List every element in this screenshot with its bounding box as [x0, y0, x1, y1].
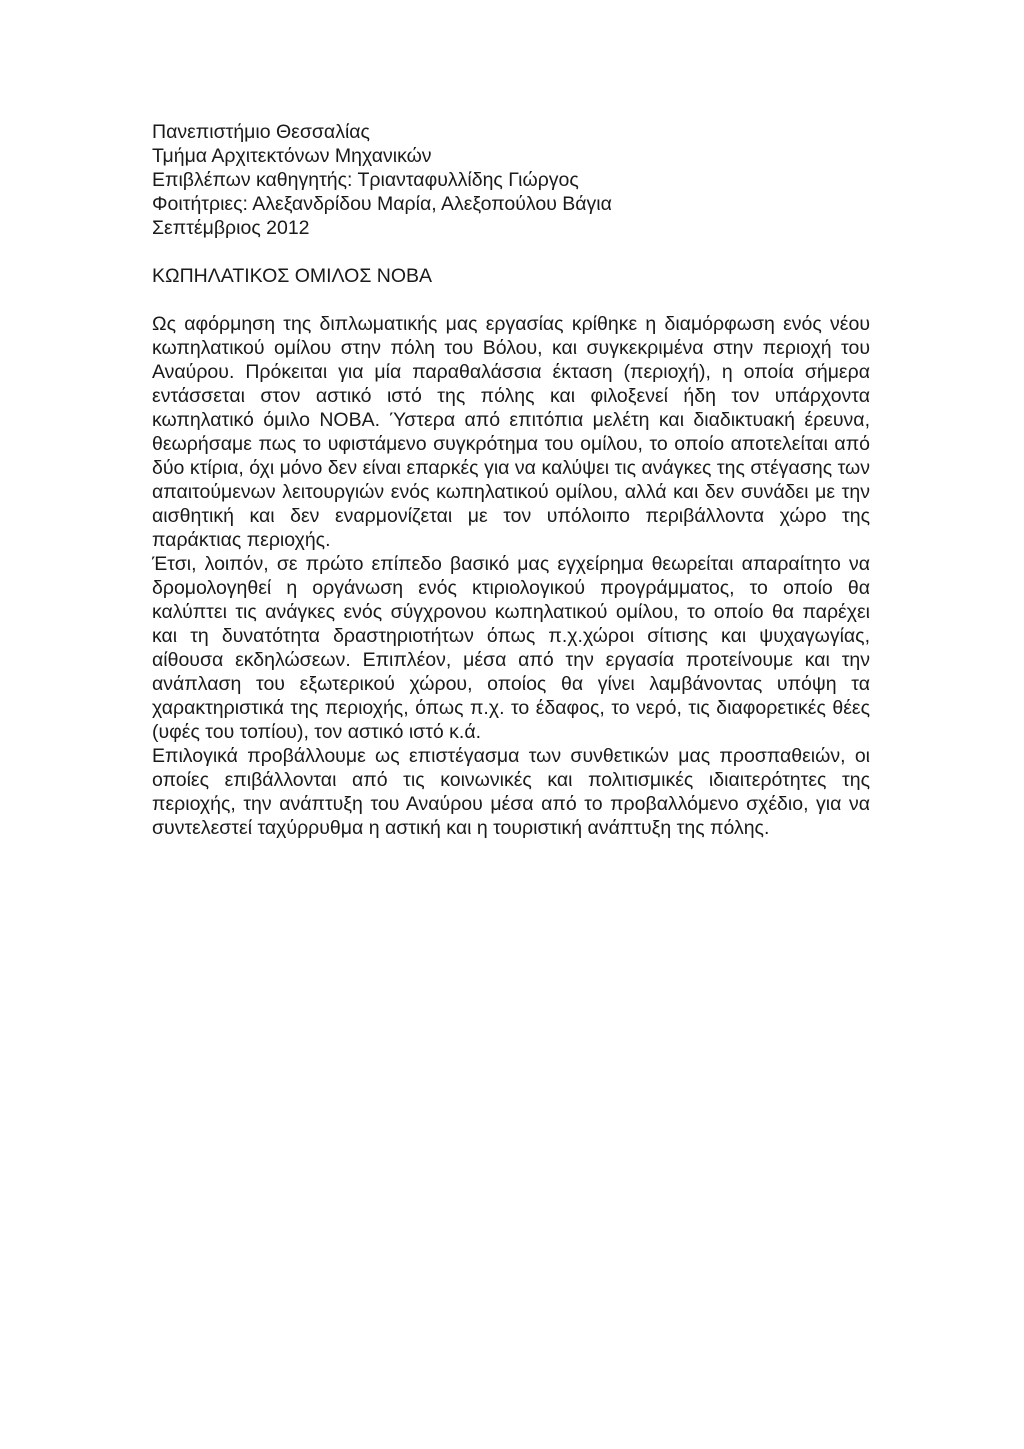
department-name: Τμήμα Αρχιτεκτόνων Μηχανικών — [152, 145, 432, 167]
date-line: Σεπτέμβριος 2012 — [152, 217, 310, 239]
document-title: ΚΩΠΗΛΑΤΙΚΟΣ ΟΜΙΛΟΣ ΝΟΒΑ — [152, 265, 433, 287]
university-name: Πανεπιστήμιο Θεσσαλίας — [152, 121, 370, 143]
document-body — [152, 312, 870, 840]
document-header — [152, 120, 870, 240]
body-paragraph-3: Επιλογικά προβάλλουμε ως επιστέγασμα των συνθετικών μας προσπαθειών, οι οποίες επιβάλλονται από τις κοινωνικές και πολιτισμικές ιδιαιτερότητες της περιοχής, την ανάπτυξη του Αναύρου μέσα από το προβαλλόμενο σχέδιο, για να συντελεστεί ταχύρρυθμα η αστική και η τουριστική ανάπτυξη της πόλης. — [152, 745, 870, 839]
supervisor-line: Επιβλέπων καθηγητής: Τριανταφυλλίδης Γιώργος — [152, 169, 579, 191]
body-paragraph-1: Ως αφόρμηση της διπλωματικής μας εργασίας κρίθηκε η διαμόρφωση ενός νέου κωπηλατικού ομίλου στην πόλη του Βόλου, και συγκεκριμένα στην περιοχή του Αναύρου. Πρόκειται για μία παραθαλάσσια έκταση (περιοχή), η οποία σήμερα εντάσσεται στον αστικό ιστό της πόλης και φιλοξενεί ήδη τον υπάρχοντα κωπηλατικό όμιλο ΝΟΒΑ. Ύστερα από επιτόπια μελέτη και διαδικτυακή έρευνα, θεωρήσαμε πως το υφιστάμενο συγκρότημα του ομίλου, το οποίο αποτελείται από δύο κτίρια, όχι μόνο δεν είναι επαρκές για να καλύψει τις ανάγκες της στέγασης των απαιτούμενων λειτουργιών ενός κωπηλατικού ομίλου, αλλά και δεν συνάδει με την αισθητική και δεν εναρμονίζεται με τον υπόλοιπο περιβάλλοντα χώρο της παράκτιας περιοχής. — [152, 313, 870, 551]
body-paragraph-2: Έτσι, λοιπόν, σε πρώτο επίπεδο βασικό μας εγχείρημα θεωρείται απαραίτητο να δρομολογηθεί η οργάνωση ενός κτιριολογικού προγράμματος, το οποίο θα καλύπτει τις ανάγκες ενός σύγχρονου κωπηλατικού ομίλου, το οποίο θα παρέχει και τη δυνατότητα δραστηριοτήτων όπως π.χ.χώροι σίτισης και ψυχαγωγίας, αίθουσα εκδηλώσεων. Επιπλέον, μέσα από την εργασία προτείνουμε και την ανάπλαση του εξωτερικού χώρου, οποίος θα γίνει λαμβάνοντας υπόψη τα χαρακτηριστικά της περιοχής, όπως π.χ. το έδαφος, το νερό, τις διαφορετικές θέες (υφές του τοπίου), τον αστικό ιστό κ.ά. — [152, 553, 870, 743]
students-line: Φοιτήτριες: Αλεξανδρίδου Μαρία, Αλεξοπούλου Βάγια — [152, 193, 612, 215]
document-page — [152, 120, 870, 840]
